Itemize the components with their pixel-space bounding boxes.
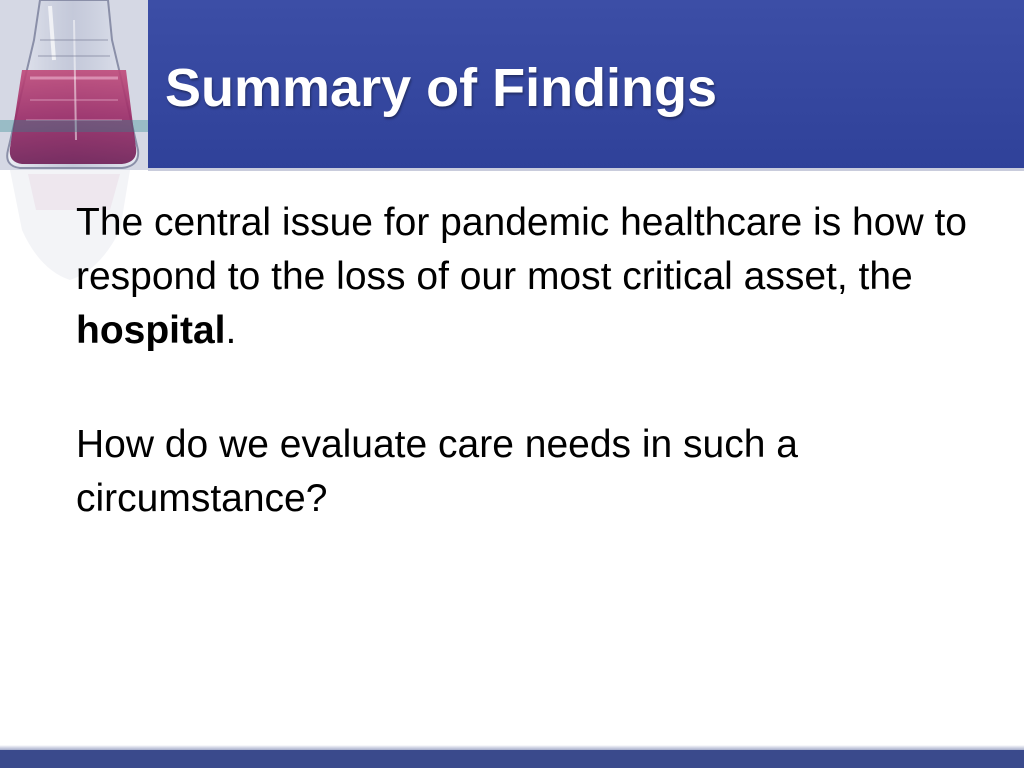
flask-image [0,0,148,170]
footer-bar [0,750,1024,768]
slide-title: Summary of Findings [165,58,718,118]
title-band-divider [148,168,1024,171]
paragraph-question: How do we evaluate care needs in such a circumstance? [76,423,798,520]
paragraph-text: The central issue for pandemic healthcare is how to respond to the loss of our most critical asset, the [76,201,967,298]
paragraph-period: . [225,309,237,352]
slide-body [76,196,986,526]
laboratory-flask-icon [0,0,148,170]
paragraph-pandemic-issue [76,196,986,358]
emphasis-hospital: hospital [76,309,226,352]
